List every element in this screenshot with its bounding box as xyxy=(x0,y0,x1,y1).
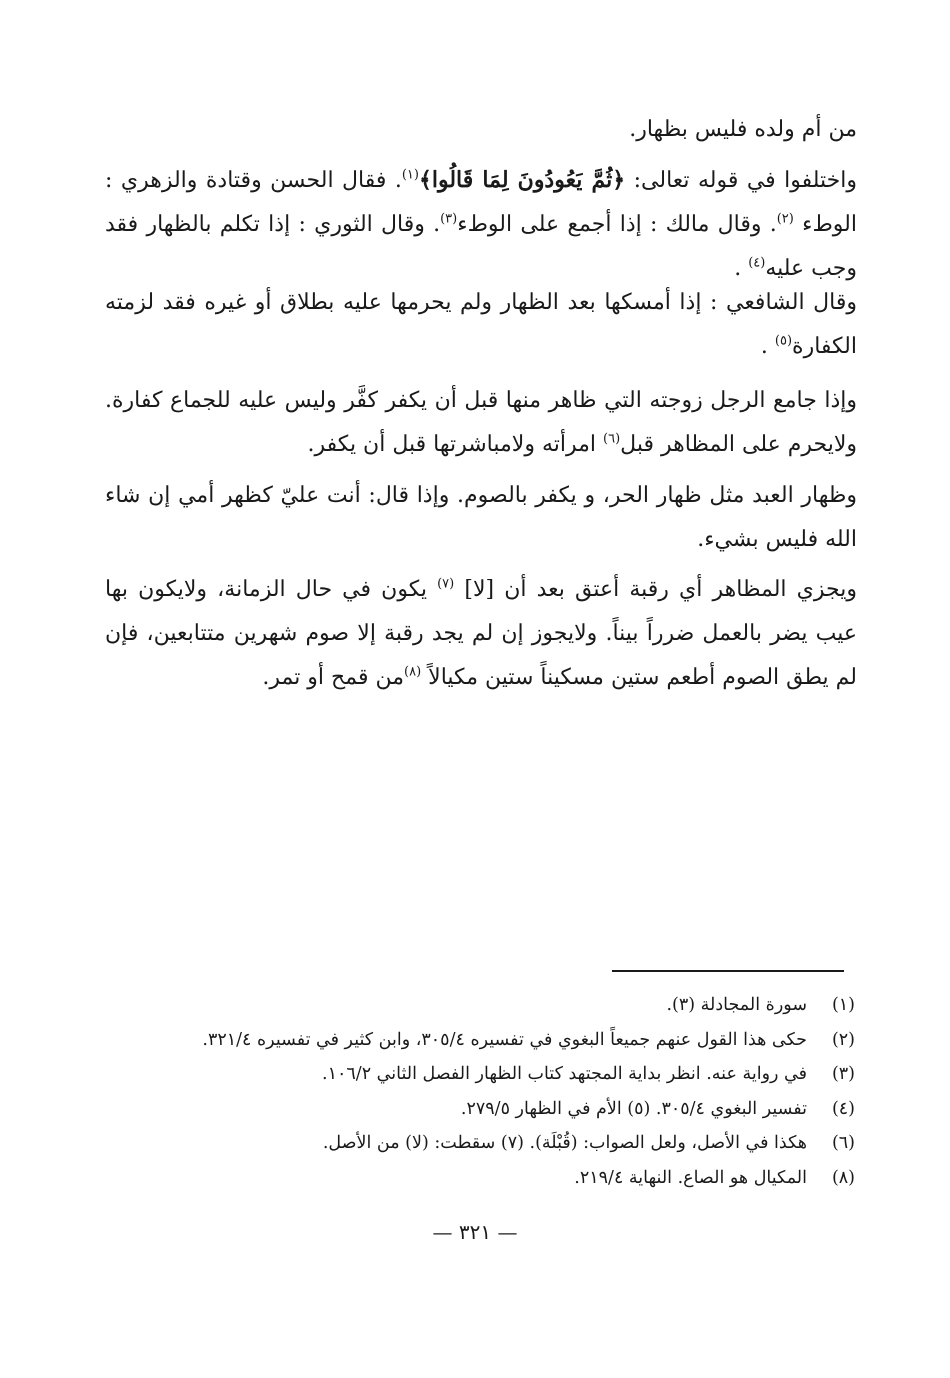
footnote-text: المكيال هو الصاع. النهاية ٢١٩/٤. xyxy=(574,1167,807,1188)
text-run: يكون في حال الزمانة، ولايكون بها عيب يضر بالعمل ضرراً بيناً. ولايجوز إن لم يجد رقبة إلا صوم شهرين متتابعين، فإن لم يطق الصوم أطعم ستين مسكيناً ستين مكيالاً xyxy=(105,577,857,690)
footnote xyxy=(150,1161,855,1196)
paragraph xyxy=(105,158,857,291)
footnote-marker: (٤) xyxy=(748,255,766,271)
footnote xyxy=(150,1126,855,1161)
footnote xyxy=(150,1023,855,1058)
text-run: وقال الشافعي : إذا أمسكها بعد الظهار ولم يحرمها عليه بطلاق أو غيره فقد لزمته الكفارة xyxy=(105,290,857,359)
footnote-marker: (٧) xyxy=(437,576,455,592)
text-run: وإذا جامع الرجل زوجته التي ظاهر منها قبل أن يكفر كفَّر وليس عليه للجماع كفارة. ولايحرم على المظاهر قبل xyxy=(105,388,857,457)
footnote-marker: (٥) xyxy=(774,333,793,349)
footnote-number: (٢) xyxy=(831,1029,855,1050)
footnote-marker: (٦) xyxy=(603,431,621,447)
footnote-number: (٤) xyxy=(831,1098,855,1119)
footnotes-list xyxy=(150,988,855,1196)
footnote-marker: (٢) xyxy=(776,211,794,227)
footnote xyxy=(150,988,855,1023)
text-run: . xyxy=(760,334,775,359)
text-run: . فقال الحسن وقتادة والزهري : الوطء xyxy=(105,168,857,237)
paragraph xyxy=(105,281,857,369)
paragraph xyxy=(105,568,857,700)
footnote-text: سورة المجادلة (٣). xyxy=(666,995,807,1015)
footnote-text: هكذا في الأصل، ولعل الصواب: (قُبْلَة). (٧) سقطت: (لا) من الأصل. xyxy=(322,1133,807,1154)
footnote xyxy=(150,1057,855,1092)
footnote-number: (٣) xyxy=(831,1064,855,1085)
footnote-text: في رواية عنه. انظر بداية المجتهد كتاب الظهار الفصل الثاني ١٠٦/٢. xyxy=(322,1064,807,1085)
quran-verse: ﴿ثُمَّ يَعُودُونَ لِمَا قَالُوا﴾ xyxy=(418,167,626,193)
text-run: . وقال مالك : إذا أجمع على الوطء xyxy=(457,212,777,237)
footnote-marker: (١) xyxy=(401,167,419,183)
footnote-number: (٨) xyxy=(831,1167,855,1188)
text-run: . وقال الثوري : إذا تكلم بالظهار فقد وجب عليه xyxy=(105,212,857,281)
footnote-marker: (٨) xyxy=(404,664,422,680)
footnote-text: حكى هذا القول عنهم جميعاً البغوي في تفسيره ٣٠٥/٤، وابن كثير في تفسيره ٣٢١/٤. xyxy=(202,1029,807,1050)
footnote-number: (٦) xyxy=(831,1133,855,1154)
paragraph xyxy=(105,379,857,467)
text-run: امرأته ولامباشرتها قبل أن يكفر. xyxy=(307,432,604,457)
paragraph: من أم ولده فليس بظهار. xyxy=(629,117,857,142)
footnote-separator xyxy=(612,970,844,972)
footnote xyxy=(150,1092,855,1127)
footnote-number: (١) xyxy=(831,995,855,1015)
text-run: واختلفوا في قوله تعالى: xyxy=(625,168,858,193)
page-number: — ٣٢١ — xyxy=(432,1220,518,1244)
footnote-text: تفسير البغوي ٣٠٥/٤. (٥) الأم في الظهار ٢٧٩/٥. xyxy=(460,1098,807,1119)
paragraph: وظهار العبد مثل ظهار الحر، و يكفر بالصوم. وإذا قال: أنت عليّ كظهر أمي إن شاء الله فليس بشيء. xyxy=(105,483,857,552)
text-run: . xyxy=(734,256,749,281)
text-run: من قمح أو تمر. xyxy=(262,665,405,690)
text-run: ويجزي المظاهر أي رقبة أعتق بعد أن [لا] xyxy=(454,577,857,602)
footnote-marker: (٣) xyxy=(440,211,458,227)
